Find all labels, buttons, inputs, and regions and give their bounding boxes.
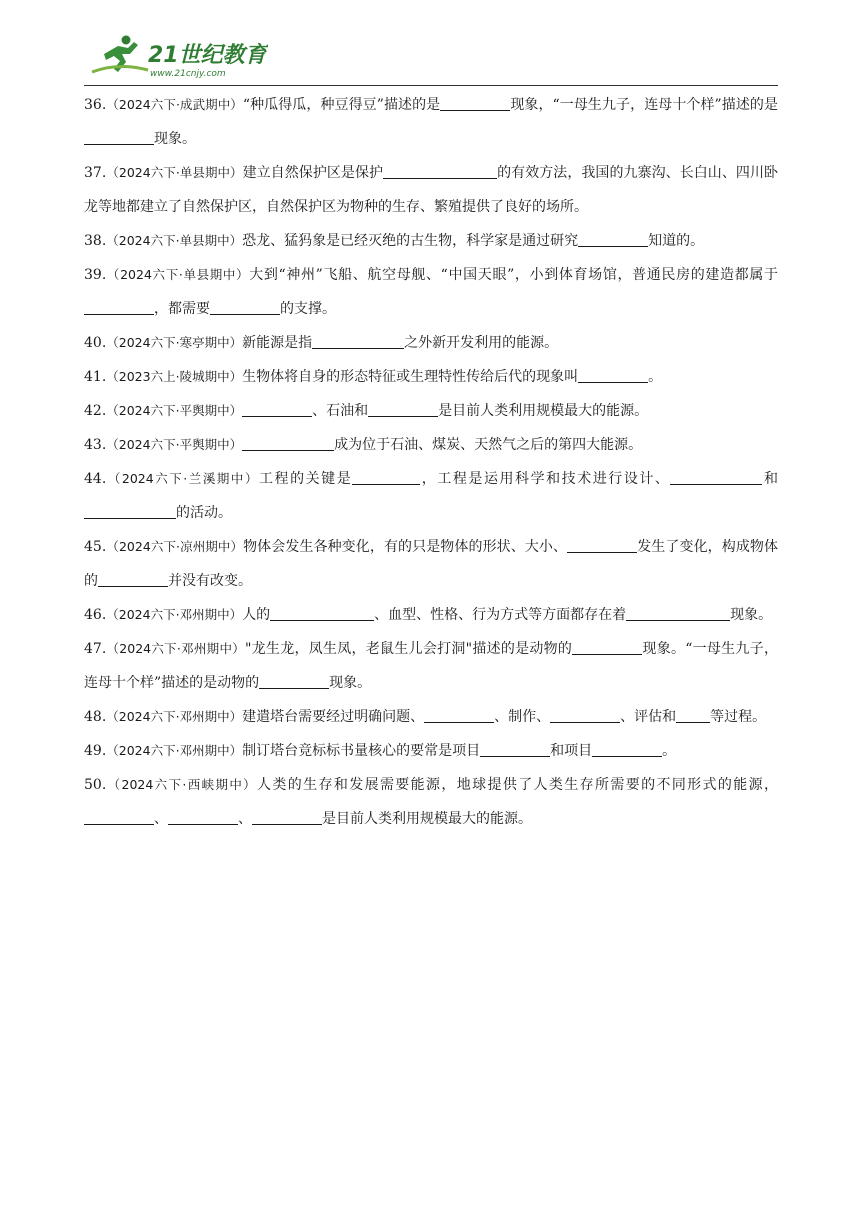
answer-blank[interactable] xyxy=(84,810,154,825)
svg-text:www.21cnjy.com: www.21cnjy.com xyxy=(150,69,226,79)
answer-blank[interactable] xyxy=(259,674,329,689)
question-list xyxy=(84,88,778,836)
answer-blank[interactable] xyxy=(168,810,238,825)
answer-blank[interactable] xyxy=(550,708,620,723)
question-48: 48.（2024六下·邓州期中）建遣塔台需要经过明确问题、 、制作、 、评估和 等过程。 xyxy=(84,709,767,725)
svg-text:21世纪教育: 21世纪教育 xyxy=(148,43,267,68)
answer-blank[interactable] xyxy=(312,334,404,349)
answer-blank[interactable] xyxy=(84,130,154,145)
question-39: 39.（2024六下·单县期中）大到“神州”飞船、航空母舰、“中国天眼”，小到体育场馆，普通民房的建造都属于，都需要 的支撑。 xyxy=(84,267,778,317)
question-49: 49.（2024六下·邓州期中）制订塔台竞标标书量核心的要常是项目 和项目 。 xyxy=(84,743,677,759)
logo xyxy=(88,32,268,82)
question-50: 50.（2024六下·西峡期中）人类的生存和发展需要能源，地球提供了人类生存所需要的不同形式的能源，、 、 是目前人类利用规模最大的能源。 xyxy=(84,777,778,827)
answer-blank[interactable] xyxy=(383,164,497,179)
header-divider xyxy=(84,85,778,86)
answer-blank[interactable] xyxy=(352,470,420,485)
answer-blank[interactable] xyxy=(368,402,438,417)
answer-blank[interactable] xyxy=(424,708,494,723)
answer-blank[interactable] xyxy=(84,504,176,519)
answer-blank[interactable] xyxy=(242,402,312,417)
runner-icon xyxy=(92,36,148,73)
question-43: 43.（2024六下·平舆期中） 成为位于石油、煤炭、天然气之后的第四大能源。 xyxy=(84,437,643,453)
answer-blank[interactable] xyxy=(84,300,154,315)
question-37: 37.（2024六下·单县期中）建立自然保护区是保护 的有效方法，我国的九寨沟、长白山、四川卧龙等地都建立了自然保护区，自然保护区为物种的生存、繁殖提供了良好的场所。 xyxy=(84,165,778,215)
answer-blank[interactable] xyxy=(567,538,637,553)
answer-blank[interactable] xyxy=(242,436,334,451)
question-41: 41.（2023六上·陵城期中）生物体将自身的形态特征或生理特性传给后代的现象叫 。 xyxy=(84,369,663,385)
answer-blank[interactable] xyxy=(480,742,550,757)
question-42: 42.（2024六下·平舆期中） 、石油和 是目前人类利用规模最大的能源。 xyxy=(84,403,649,419)
answer-blank[interactable] xyxy=(210,300,280,315)
answer-blank[interactable] xyxy=(98,572,168,587)
answer-blank[interactable] xyxy=(578,232,648,247)
answer-blank[interactable] xyxy=(676,708,710,723)
answer-blank[interactable] xyxy=(572,640,642,655)
answer-blank[interactable] xyxy=(252,810,322,825)
question-44: 44.（2024六下·兰溪期中）工程的关键是 ，工程是运用科学和技术进行设计、 和的活动。 xyxy=(84,471,779,521)
answer-blank[interactable] xyxy=(578,368,648,383)
answer-blank[interactable] xyxy=(592,742,662,757)
answer-blank[interactable] xyxy=(440,96,510,111)
answer-blank[interactable] xyxy=(270,606,374,621)
question-46: 46.（2024六下·邓州期中）人的 、血型、性格、行为方式等方面都存在着 现象。 xyxy=(84,607,773,623)
question-40: 40.（2024六下·寒亭期中）新能源是指 之外新开发利用的能源。 xyxy=(84,335,559,351)
page-header xyxy=(84,32,778,86)
answer-blank[interactable] xyxy=(626,606,730,621)
answer-blank[interactable] xyxy=(670,470,762,485)
question-45: 45.（2024六下·凉州期中）物体会发生各种变化，有的只是物体的形状、大小、 发生了变化，构成物体的 并没有改变。 xyxy=(84,539,779,589)
question-38: 38.（2024六下·单县期中）恐龙、猛犸象是已经灭绝的古生物，科学家是通过研究 知道的。 xyxy=(84,233,705,249)
question-47: 47.（2024六下·邓州期中）"龙生龙，凤生凤，老鼠生儿会打洞"描述的是动物的 现象。“一母生九子，连母十个样”描述的是动物的 现象。 xyxy=(84,641,778,691)
question-36: 36.（2024六下·成武期中）“种瓜得瓜，种豆得豆”描述的是 现象，“一母生九子，连母十个样”描述的是现象。 xyxy=(84,97,778,147)
